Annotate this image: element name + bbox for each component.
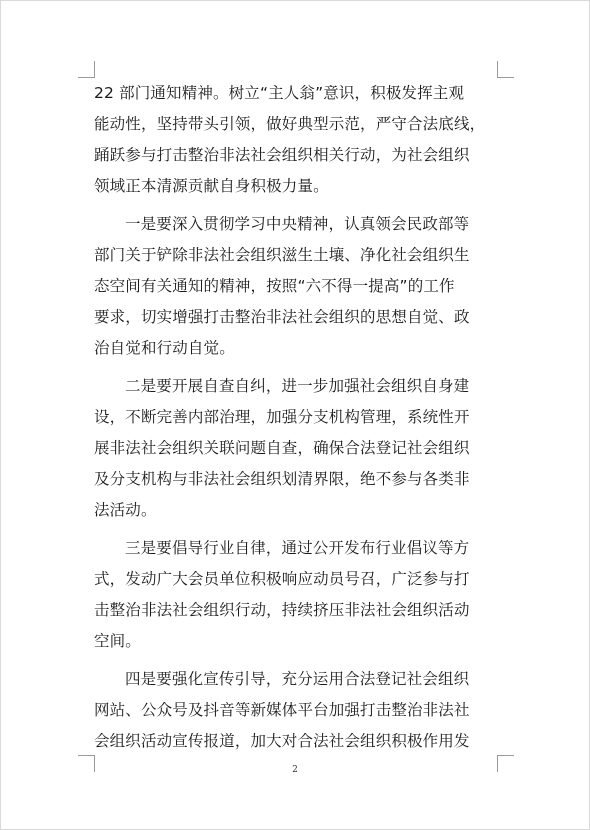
paragraph: [94, 78, 504, 202]
text-line: 态空间有关通知的精神，按照“六不得一提高”的工作: [94, 277, 455, 295]
text-line: 击整治非法社会组织行动，持续挤压非法社会组织活动: [94, 601, 470, 619]
text-line: 及分支机构与非法社会组织划清界限，绝不参与各类非: [94, 470, 470, 488]
text-line: 式，发动广大会员单位积极响应动员号召，广泛参与打: [94, 570, 470, 588]
text-line: 治自觉和行动自觉。: [94, 339, 235, 357]
document-body: [94, 78, 504, 764]
text-line: 部门关于铲除非法社会组织滋生土壤、净化社会组织生: [94, 246, 470, 264]
page-number: 2: [292, 765, 298, 775]
margin-corner-mark-top-left: [78, 61, 95, 78]
text-line: 能动性，坚持带头引领，做好典型示范，严守合法底线，: [94, 115, 486, 133]
paragraph: [94, 209, 504, 364]
text-line: 网站、公众号及抖音等新媒体平台加强打击整治非法社: [94, 701, 470, 719]
text-line: 要求，切实增强打击整治非法社会组织的思想自觉、政: [94, 308, 470, 326]
text-line: 踊跃参与打击整治非法社会组织相关行动，为社会组织: [94, 146, 470, 164]
text-line: 领域正本清源贡献自身积极力量。: [94, 177, 329, 195]
paragraph: [94, 371, 504, 526]
paragraph: [94, 533, 504, 657]
text-line: 空间。: [94, 632, 141, 650]
text-line: 四是要强化宣传引导，充分运用合法登记社会组织: [125, 670, 470, 688]
text-line: 会组织活动宣传报道，加大对合法社会组织积极作用发: [94, 732, 470, 750]
margin-corner-mark-top-right: [497, 61, 514, 78]
text-line: 22 部门通知精神。树立“主人翁”意识，积极发挥主观: [94, 84, 465, 102]
text-line: 一是要深入贯彻学习中央精神，认真领会民政部等: [125, 215, 470, 233]
text-line: 二是要开展自查自纠，进一步加强社会组织自身建: [125, 377, 470, 395]
text-line: 设，不断完善内部治理，加强分支机构管理，系统性开: [94, 408, 470, 426]
text-line: 三是要倡导行业自律，通过公开发布行业倡议等方: [125, 539, 470, 557]
text-line: 法活动。: [94, 501, 157, 519]
paragraph: [94, 664, 504, 757]
text-line: 展非法社会组织关联问题自查，确保合法登记社会组织: [94, 439, 470, 457]
